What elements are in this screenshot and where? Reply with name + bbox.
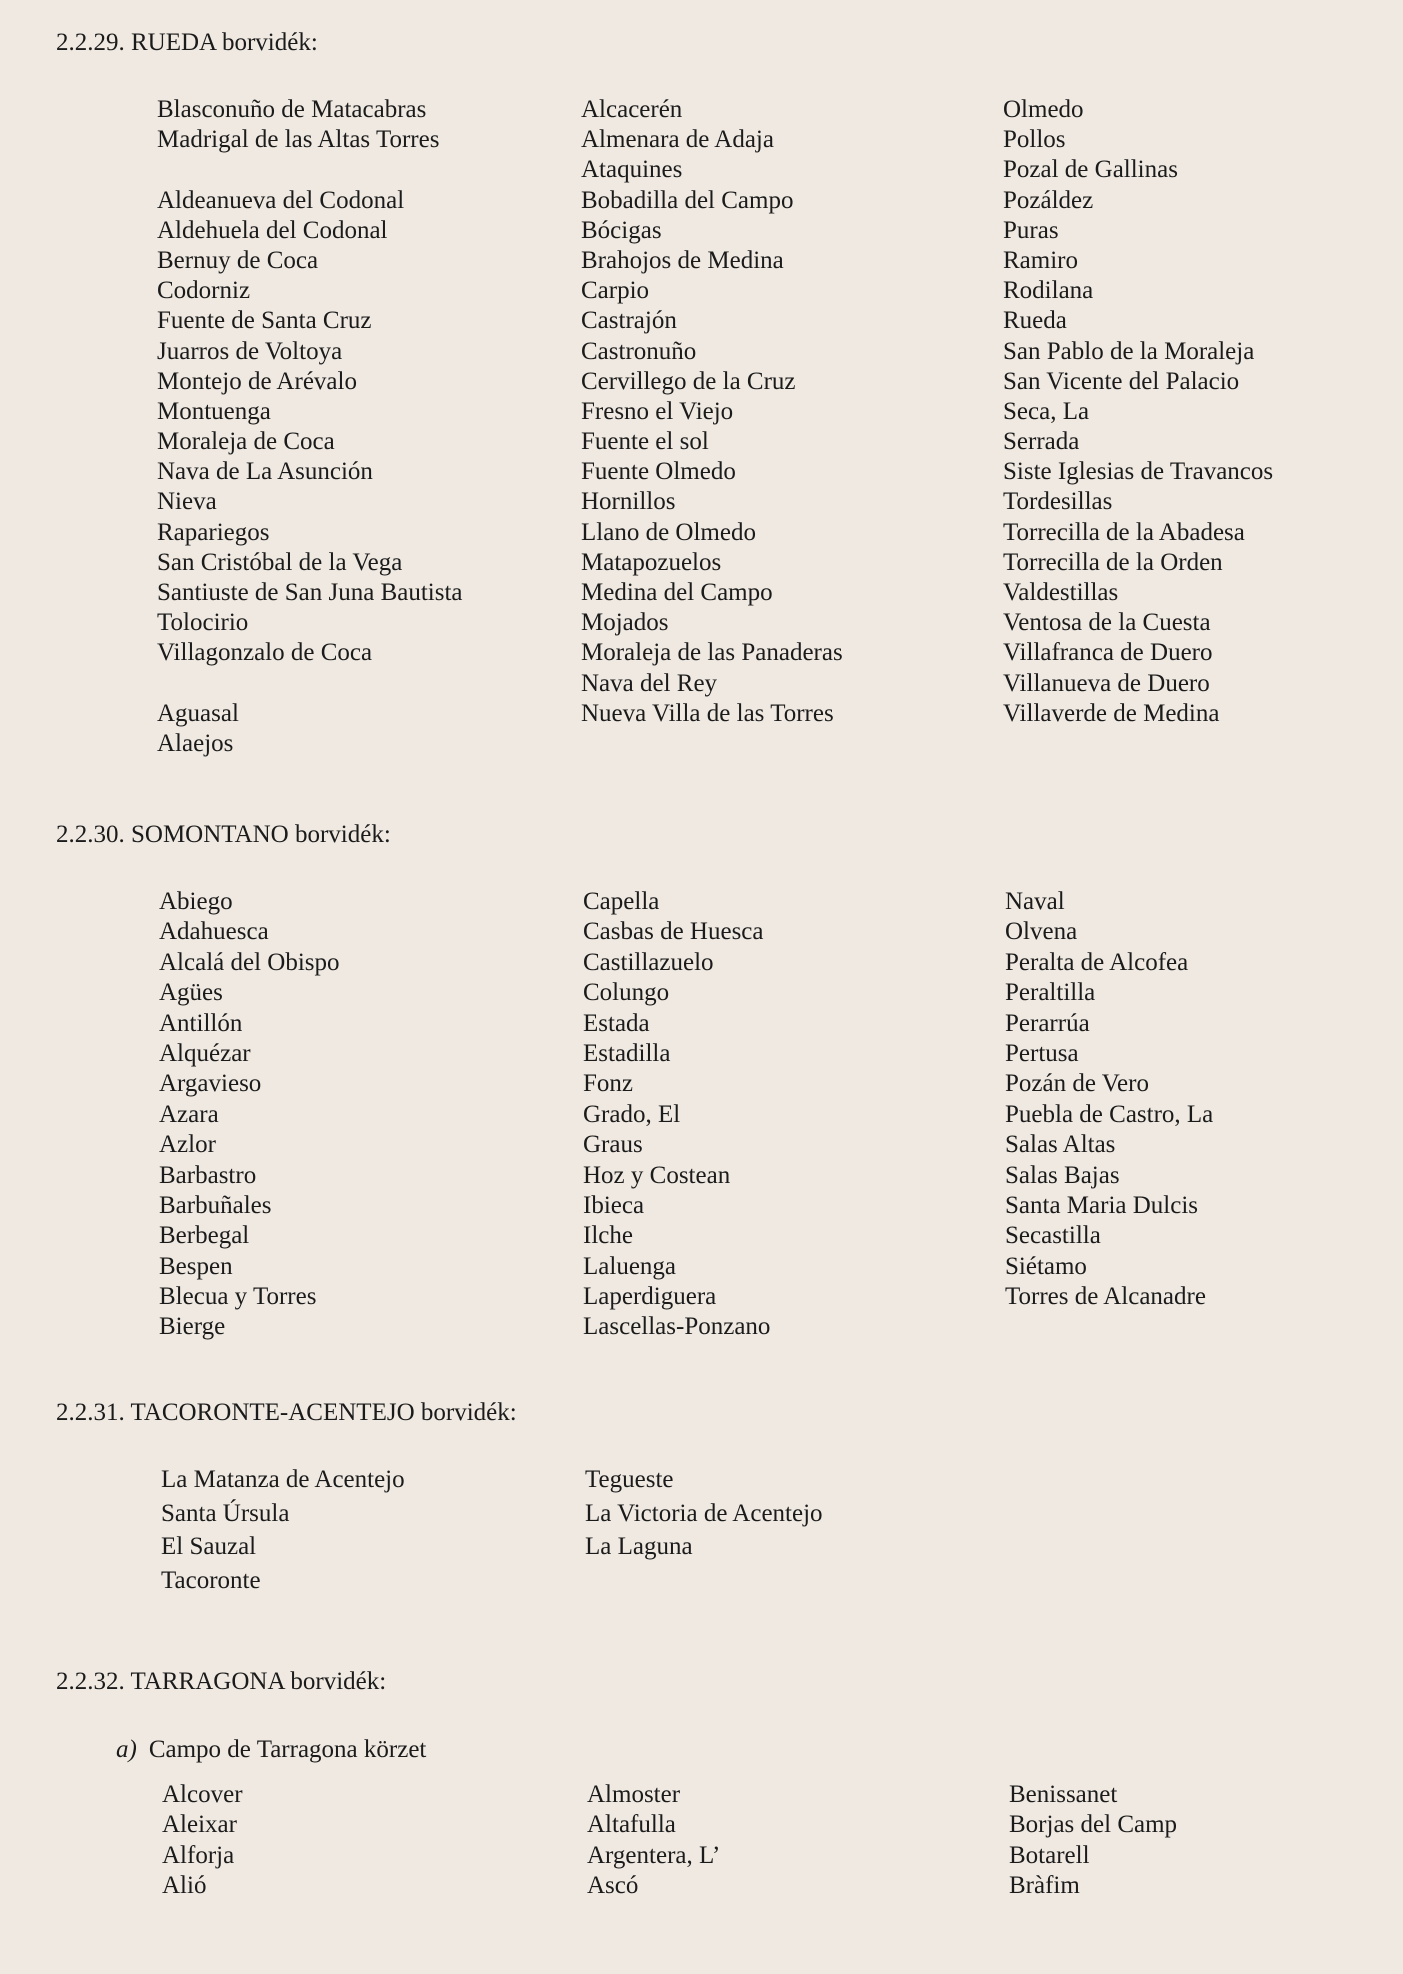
- place-name: Siétamo: [1005, 1252, 1087, 1280]
- place-name: Argavieso: [159, 1070, 262, 1098]
- section-heading-somontano: 2.2.30. SOMONTANO borvidék:: [56, 821, 391, 848]
- place-name: Azlor: [159, 1131, 216, 1159]
- tarragona-column-3: [1009, 1780, 1177, 1902]
- place-name: Blecua y Torres: [159, 1283, 317, 1311]
- place-name: Tacoronte: [161, 1566, 261, 1594]
- place-name: Torres de Alcanadre: [1005, 1283, 1206, 1311]
- place-name: Bernuy de Coca: [157, 246, 319, 274]
- place-name: Hornillos: [581, 488, 676, 516]
- place-name: Alcacerén: [581, 96, 683, 123]
- place-name: Nava de La Asunción: [157, 458, 373, 486]
- rueda-column-2: [581, 95, 843, 729]
- place-name: Pozal de Gallinas: [1003, 156, 1178, 184]
- place-name: Altafulla: [587, 1811, 676, 1839]
- place-name: Alquézar: [159, 1039, 251, 1067]
- place-name: Secastilla: [1005, 1222, 1101, 1250]
- place-name: Argentera, L’: [587, 1841, 721, 1869]
- place-name: Peraltilla: [1005, 979, 1096, 1007]
- place-name: Villafranca de Duero: [1003, 639, 1213, 667]
- place-name: Barbuñales: [159, 1191, 272, 1219]
- place-name: Estadilla: [583, 1039, 671, 1067]
- place-name: Salas Bajas: [1005, 1161, 1120, 1189]
- place-name: La Laguna: [585, 1533, 693, 1561]
- place-name: Brahojos de Medina: [581, 246, 784, 274]
- place-name: Aldeanueva del Codonal: [157, 186, 405, 214]
- place-name: Bràfim: [1009, 1872, 1080, 1900]
- place-name: Santa Úrsula: [161, 1499, 290, 1527]
- place-name: Ataquines: [581, 156, 683, 184]
- place-name: Codorniz: [157, 277, 251, 305]
- place-name: Carpio: [581, 277, 650, 305]
- place-name: Ibieca: [583, 1191, 645, 1219]
- place-name: Seca, La: [1003, 397, 1090, 425]
- place-name: Rueda: [1003, 307, 1067, 335]
- subsection-title: Campo de Tarragona körzet: [148, 1736, 427, 1763]
- rueda-column-3: [1003, 95, 1273, 729]
- place-name: Aldehuela del Codonal: [157, 216, 388, 244]
- place-name: Aleixar: [162, 1811, 237, 1839]
- tarragona-column-1: [162, 1780, 243, 1902]
- somontano-column-1: [159, 887, 340, 1343]
- place-name: Fonz: [583, 1070, 633, 1098]
- place-name: Agües: [159, 979, 223, 1007]
- place-name: Moraleja de Coca: [157, 428, 335, 456]
- place-name: Montejo de Arévalo: [157, 367, 357, 395]
- section-heading-rueda: 2.2.29. RUEDA borvidék:: [56, 29, 318, 56]
- place-name: Naval: [1005, 888, 1065, 915]
- place-name: Pollos: [1003, 126, 1066, 154]
- place-name: Tegueste: [585, 1466, 674, 1493]
- place-name: Bobadilla del Campo: [581, 186, 794, 214]
- place-name: Rodilana: [1003, 277, 1094, 305]
- place-name: Estada: [583, 1009, 650, 1037]
- subsection-heading-campo-de-tarragona: [116, 1735, 426, 1765]
- place-name: Graus: [583, 1131, 643, 1159]
- place-name: Alcover: [162, 1781, 243, 1808]
- place-name: La Victoria de Acentejo: [585, 1499, 823, 1527]
- place-name: Adahuesca: [159, 918, 269, 946]
- place-name: Llano de Olmedo: [581, 518, 756, 546]
- place-name: Laluenga: [583, 1252, 677, 1280]
- place-name: Bócigas: [581, 216, 662, 244]
- place-name: Siste Iglesias de Travancos: [1003, 458, 1274, 486]
- place-name: Abiego: [159, 888, 233, 915]
- place-name: Torrecilla de la Abadesa: [1003, 518, 1245, 546]
- tacoronte-column-1: [161, 1465, 405, 1599]
- place-name: San Pablo de la Moraleja: [1003, 337, 1255, 365]
- place-name: Ramiro: [1003, 246, 1078, 274]
- place-name: Nava del Rey: [581, 669, 718, 697]
- place-name: Alforja: [162, 1841, 235, 1869]
- place-name: Tolocirio: [157, 609, 249, 637]
- somontano-column-3: [1005, 887, 1213, 1312]
- place-name: Botarell: [1009, 1841, 1090, 1869]
- place-name: Bierge: [159, 1313, 226, 1341]
- place-name: Ascó: [587, 1872, 639, 1900]
- place-name: Puras: [1003, 216, 1059, 244]
- place-name: Torrecilla de la Orden: [1003, 548, 1223, 576]
- place-name: Aguasal: [157, 699, 239, 727]
- place-name: Rapariegos: [157, 518, 270, 546]
- place-name: Azara: [159, 1100, 219, 1128]
- place-name: Castrajón: [581, 307, 677, 335]
- place-name: Benissanet: [1009, 1781, 1118, 1808]
- place-name: Matapozuelos: [581, 548, 722, 576]
- place-name: Alcalá del Obispo: [159, 948, 340, 976]
- place-name: Nieva: [157, 488, 217, 516]
- place-name: Barbastro: [159, 1161, 257, 1189]
- place-name: Peralta de Alcofea: [1005, 948, 1189, 976]
- place-name: Villanueva de Duero: [1003, 669, 1210, 697]
- place-name: Santa Maria Dulcis: [1005, 1191, 1199, 1219]
- place-name: Alió: [162, 1872, 207, 1900]
- place-name: Lascellas-Ponzano: [583, 1313, 771, 1341]
- place-name: Ventosa de la Cuesta: [1003, 609, 1211, 637]
- place-name: Alaejos: [157, 729, 234, 757]
- place-name: Almenara de Adaja: [581, 126, 774, 154]
- place-name: Berbegal: [159, 1222, 250, 1250]
- place-name: Fuente de Santa Cruz: [157, 307, 372, 335]
- place-name: Santiuste de San Juna Bautista: [157, 579, 463, 606]
- place-name: Blasconuño de Matacabras: [157, 96, 427, 123]
- place-name: Borjas del Camp: [1009, 1811, 1178, 1839]
- subsection-mark: a): [116, 1736, 137, 1763]
- place-name: [157, 155, 463, 185]
- place-name: Puebla de Castro, La: [1005, 1100, 1214, 1128]
- place-name: Pertusa: [1005, 1039, 1079, 1067]
- place-name: Ilche: [583, 1222, 633, 1250]
- place-name: Grado, El: [583, 1100, 681, 1128]
- place-name: Moraleja de las Panaderas: [581, 639, 843, 667]
- place-name: Medina del Campo: [581, 579, 773, 606]
- place-name: Olmedo: [1003, 96, 1084, 123]
- place-name: Antillón: [159, 1009, 243, 1037]
- place-name: Juarros de Voltoya: [157, 337, 343, 365]
- place-name: Bespen: [159, 1252, 233, 1280]
- rueda-column-1: [157, 95, 463, 759]
- somontano-column-2: [583, 887, 770, 1343]
- place-name: Almoster: [587, 1781, 681, 1808]
- place-name: Salas Altas: [1005, 1131, 1116, 1159]
- place-name: San Cristóbal de la Vega: [157, 548, 403, 576]
- place-name: Laperdiguera: [583, 1283, 717, 1311]
- place-name: Fuente el sol: [581, 428, 709, 456]
- place-name: Fresno el Viejo: [581, 397, 734, 425]
- place-name: El Sauzal: [161, 1533, 257, 1561]
- place-name: Nueva Villa de las Torres: [581, 699, 834, 727]
- place-name: Valdestillas: [1003, 579, 1119, 606]
- place-name: Casbas de Huesca: [583, 918, 764, 946]
- place-name: Villagonzalo de Coca: [157, 639, 373, 667]
- place-name: Hoz y Costean: [583, 1161, 731, 1189]
- section-heading-tarragona: 2.2.32. TARRAGONA borvidék:: [56, 1668, 387, 1695]
- place-name: Madrigal de las Altas Torres: [157, 126, 440, 154]
- place-name: Mojados: [581, 609, 669, 637]
- place-name: Capella: [583, 888, 660, 915]
- place-name: Fuente Olmedo: [581, 458, 736, 486]
- section-heading-tacoronte: 2.2.31. TACORONTE-ACENTEJO borvidék:: [56, 1399, 517, 1426]
- place-name: Cervillego de la Cruz: [581, 367, 796, 395]
- place-name: Perarrúa: [1005, 1009, 1090, 1037]
- place-name: Castillazuelo: [583, 948, 714, 976]
- place-name: Pozáldez: [1003, 186, 1094, 214]
- tacoronte-column-2: [585, 1465, 823, 1566]
- place-name: Serrada: [1003, 428, 1080, 456]
- place-name: Colungo: [583, 979, 670, 1007]
- place-name: [157, 669, 463, 699]
- place-name: Olvena: [1005, 918, 1078, 946]
- tarragona-column-2: [587, 1780, 720, 1902]
- place-name: Tordesillas: [1003, 488, 1113, 516]
- place-name: San Vicente del Palacio: [1003, 367, 1240, 395]
- place-name: Villaverde de Medina: [1003, 699, 1220, 727]
- place-name: La Matanza de Acentejo: [161, 1466, 405, 1493]
- place-name: Castronuño: [581, 337, 697, 365]
- place-name: Montuenga: [157, 397, 271, 425]
- place-name: Pozán de Vero: [1005, 1070, 1149, 1098]
